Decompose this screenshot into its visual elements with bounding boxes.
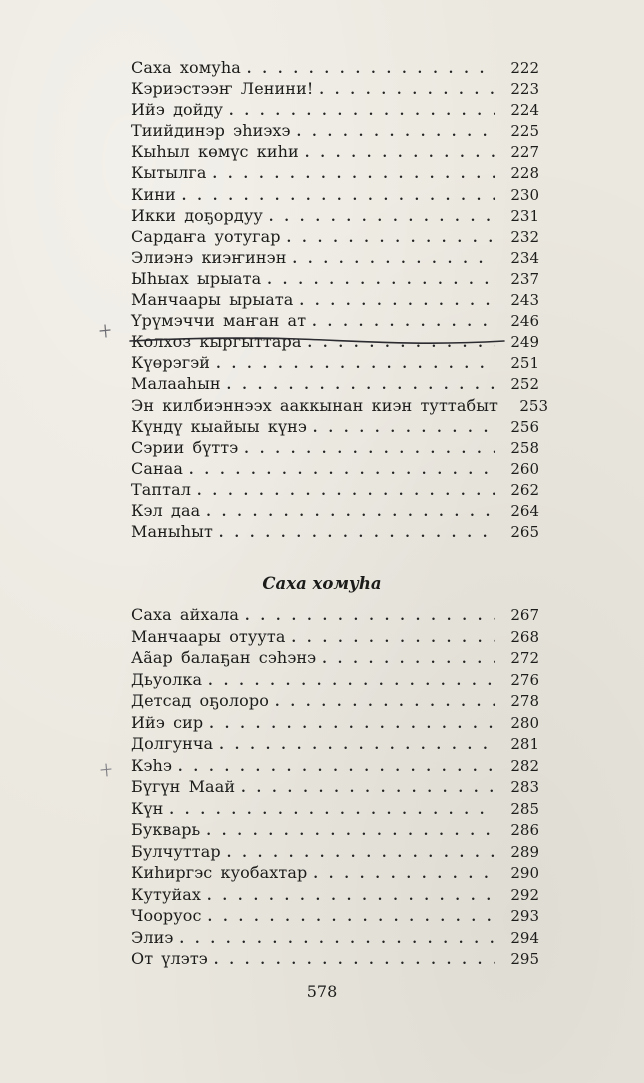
dot-leader <box>292 628 495 650</box>
dot-leader <box>216 354 495 375</box>
dot-leader <box>244 439 495 460</box>
toc-entry <box>131 120 539 141</box>
dot-leader <box>299 291 495 312</box>
entry-page-number: 223 <box>510 80 539 99</box>
entry-title: Чооруос <box>131 906 202 925</box>
dot-leader <box>182 186 495 207</box>
entry-page-number: 253 <box>519 396 549 415</box>
dot-leader <box>207 886 495 908</box>
toc-entry <box>131 884 539 906</box>
toc-entry <box>131 458 539 479</box>
entry-page-number: 272 <box>510 649 539 667</box>
entry-title: Күн <box>131 798 164 818</box>
toc-entry <box>131 141 539 162</box>
dot-leader <box>287 228 495 249</box>
dot-leader <box>189 460 495 481</box>
dot-leader <box>213 164 496 185</box>
entry-page-number: 246 <box>510 312 539 331</box>
toc-entry <box>131 819 539 841</box>
entry-title: Колхоз кыргыттара <box>131 332 302 352</box>
entry-title: Элиэнэ киэҥинэн <box>131 247 287 267</box>
entry-page-number: 285 <box>510 799 539 818</box>
dot-leader <box>247 59 495 80</box>
entry-page-number: 225 <box>510 122 539 141</box>
toc-entry <box>131 226 539 247</box>
entry-title: Киһиргэс куобахтар <box>131 863 308 882</box>
entry-page-number: 243 <box>510 291 539 310</box>
entry-page-number: 249 <box>510 333 539 352</box>
entry-title: Манчаары ырыата <box>131 290 294 310</box>
toc-entry <box>131 905 539 927</box>
toc-entry <box>131 78 539 99</box>
toc-entry <box>131 310 539 331</box>
entry-page-number: 267 <box>510 606 539 624</box>
entry-page-number: 234 <box>510 248 539 267</box>
dot-leader <box>206 502 495 523</box>
entry-page-number: 264 <box>510 501 539 520</box>
entry-page-number: 252 <box>510 375 539 394</box>
entry-title: Сардаҥа уотугар <box>131 226 281 246</box>
dot-leader <box>322 649 495 671</box>
toc-entry <box>131 776 539 798</box>
pen-mark <box>98 761 114 779</box>
entry-page-number: 262 <box>510 480 539 499</box>
toc-entry <box>131 755 539 777</box>
toc-entry <box>131 205 539 226</box>
entry-page-number: 286 <box>510 821 539 839</box>
toc-entry <box>131 99 539 120</box>
dot-leader <box>219 523 495 544</box>
entry-title: Аа̃ар балаҕан сэһэнэ <box>131 648 317 667</box>
entry-title: Букварь <box>131 820 201 839</box>
dot-leader <box>219 735 495 757</box>
section-heading: Саха хомуһа <box>262 574 382 593</box>
entry-title: Эн килбиэннээх ааккынан киэн туттабыт <box>131 395 499 415</box>
entry-title: Кутуйах <box>131 884 201 904</box>
entry-title: Малааһын <box>131 374 221 394</box>
toc-entry <box>131 395 549 416</box>
toc-entry <box>131 669 539 691</box>
entry-page-number: 294 <box>510 928 539 947</box>
entry-page-number: 283 <box>510 778 539 796</box>
entry-title: Кэл даа <box>131 500 201 520</box>
toc-entry <box>131 500 539 521</box>
toc-entry <box>131 437 539 458</box>
toc-entry <box>131 841 539 863</box>
entry-title: Саха айхала <box>131 605 239 624</box>
pen-mark <box>96 322 114 340</box>
toc-entry <box>131 733 539 755</box>
entry-page-number: 231 <box>510 206 539 225</box>
toc-entry <box>131 798 539 820</box>
toc-entry <box>131 416 539 437</box>
entry-page-number: 290 <box>510 864 539 882</box>
dot-leader <box>214 950 495 972</box>
entry-page-number: 230 <box>510 185 539 204</box>
dot-leader <box>275 692 495 714</box>
entry-page-number: 227 <box>510 143 539 162</box>
entry-title: Долгунча <box>131 734 214 753</box>
dot-leader <box>313 864 495 886</box>
entry-page-number: 295 <box>510 950 539 968</box>
dot-leader <box>197 481 495 502</box>
entry-page-number: 282 <box>510 756 539 775</box>
contents-list <box>131 57 549 542</box>
dot-leader <box>206 821 495 843</box>
dot-leader <box>169 800 495 822</box>
dot-leader <box>313 418 495 439</box>
entry-page-number: 292 <box>510 885 539 904</box>
entry-title: Кытылга <box>131 163 207 183</box>
entry-title: Элиэ <box>131 927 174 947</box>
entry-title: Санаа <box>131 458 184 478</box>
dot-leader <box>245 606 495 628</box>
entry-title: Саха хомуһа <box>131 58 241 77</box>
toc-entry <box>131 862 539 884</box>
toc-entry <box>131 927 539 949</box>
entry-page-number: 237 <box>510 269 539 288</box>
dot-leader <box>269 207 495 228</box>
entry-title: Тиийдинэр эһиэхэ <box>131 121 291 141</box>
entry-title: Маныһыт <box>131 522 213 542</box>
entry-page-number: 256 <box>510 417 539 436</box>
dot-leader <box>179 929 495 951</box>
dot-leader <box>229 101 495 122</box>
toc-entry <box>131 647 539 669</box>
entry-page-number: 260 <box>510 459 539 478</box>
toc-entry <box>131 604 539 626</box>
entry-page-number: 268 <box>510 627 539 646</box>
toc-entry <box>131 247 539 268</box>
dot-leader <box>227 843 495 865</box>
toc-entry <box>131 57 539 78</box>
dot-leader <box>297 122 495 143</box>
entry-title: Икки доҕордуу <box>131 205 263 225</box>
dot-leader <box>208 671 495 693</box>
entry-page-number: 281 <box>510 735 539 753</box>
entry-title: Булчуттар <box>131 841 221 861</box>
entry-page-number: 280 <box>510 713 539 732</box>
entry-page-number: 265 <box>510 523 539 542</box>
dot-leader <box>208 907 495 929</box>
entry-title: От үлэтэ <box>131 949 208 968</box>
toc-entry <box>131 626 539 648</box>
entry-title: Кэһэ <box>131 755 173 775</box>
toc-entry <box>131 479 539 500</box>
toc-entry <box>131 948 539 970</box>
entry-page-number: 251 <box>510 354 539 373</box>
toc-entry <box>131 352 539 373</box>
entry-title: Күөрэгэй <box>131 353 211 373</box>
entry-title: Детсад оҕолоро <box>131 691 269 710</box>
dot-leader <box>312 312 495 333</box>
entry-page-number: 289 <box>510 842 539 861</box>
toc-entry <box>131 162 539 183</box>
toc-entry <box>131 184 539 205</box>
toc-entry <box>131 268 539 289</box>
entry-title: Ийэ сир <box>131 712 204 732</box>
entry-page-number: 232 <box>510 227 539 246</box>
entry-page-number: 293 <box>510 907 539 925</box>
entry-title: Таптал <box>131 479 192 499</box>
dot-leader <box>305 143 495 164</box>
entry-page-number: 224 <box>510 101 539 120</box>
page-number: 578 <box>306 982 338 1001</box>
entry-title: Манчаары отуута <box>131 626 286 646</box>
dot-leader <box>241 778 495 800</box>
pen-underline <box>128 332 508 350</box>
entry-page-number: 222 <box>510 59 539 77</box>
dot-leader <box>178 757 495 779</box>
entry-title: Бүгүн Маай <box>131 777 236 796</box>
dot-leader <box>319 80 495 101</box>
entry-title: Кини <box>131 184 176 204</box>
dot-leader <box>227 375 495 396</box>
entry-page-number: 278 <box>510 692 539 710</box>
dot-leader <box>292 249 495 270</box>
dot-leader <box>267 270 495 291</box>
entry-title: Сэрии бүттэ <box>131 437 239 457</box>
entry-title: Үрүмэччи маҥан ат <box>131 311 307 331</box>
toc-entry <box>131 373 539 394</box>
entry-title: Кэриэстээҥ Ленини! <box>131 79 314 99</box>
toc-entry <box>131 289 539 310</box>
toc-entry <box>131 712 539 734</box>
entry-page-number: 228 <box>510 164 539 183</box>
entry-page-number: 276 <box>510 670 539 689</box>
entry-title: Ыһыах ырыата <box>131 268 262 288</box>
contents-list-section <box>131 604 539 970</box>
entry-title: Күндү кыайыы күнэ <box>131 416 307 436</box>
entry-title: Кыһыл көмүс киһи <box>131 142 299 162</box>
entry-title: Ийэ дойду <box>131 100 223 120</box>
dot-leader <box>209 714 495 736</box>
entry-page-number: 258 <box>510 438 539 457</box>
entry-title: Дьуолка <box>131 669 203 689</box>
toc-entry <box>131 690 539 712</box>
toc-entry <box>131 521 539 542</box>
